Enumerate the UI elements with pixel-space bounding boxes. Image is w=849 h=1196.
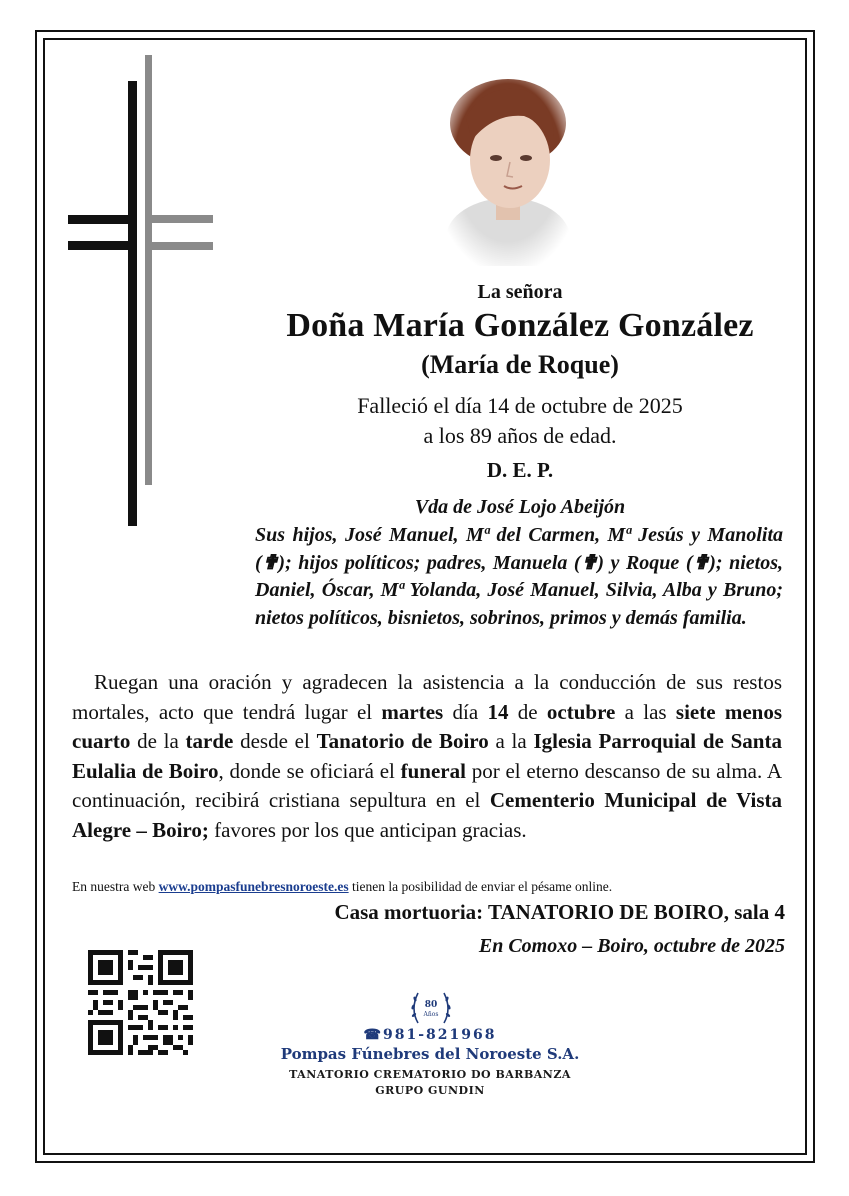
title-line: La señora [477, 281, 563, 303]
company-phone: ☎981-821968 [363, 1027, 497, 1043]
death-date: Falleció el día 14 de octubre de 2025 [357, 393, 683, 418]
ceremony-text: Ruegan una oración y agradecen la asistencia a la conducción de sus restos mortales, acto que tendrá lugar el martes día 14 de octubre a las siete menos cuarto de la tarde desde el Tanatorio de Boiro a la Iglesia Parroquial de Santa Eulalia de Boiro, donde se oficiará el funeral por el eterno descanso de su alma. A continuación, recibirá cristiana sepultura en el Cementerio Municipal de Vista Alegre – Boiro; favores por los que anticipan gracias. [72, 670, 783, 842]
anniversary-laurel-icon [408, 985, 454, 1031]
portrait-photo [444, 78, 572, 266]
website-link[interactable]: www.pompasfunebresnoroeste.es [158, 879, 349, 894]
age-line: a los 89 años de edad. [423, 423, 617, 448]
deceased-name: Doña María González González [286, 307, 754, 344]
badge-text: Años [423, 1011, 439, 1018]
casa-mortuoria: Casa mortuoria: TANATORIO DE BOIRO, sala 4 [334, 900, 785, 924]
badge-number: 80 [424, 1000, 438, 1010]
deceased-alias: (María de Roque) [421, 350, 619, 379]
company-group: GRUPO GUNDIN [375, 1084, 485, 1097]
family-list: Sus hijos, José Manuel, Mª del Carmen, Mª Jesús y Manolita (✟); hijos políticos; padres, Manuela (✟) y Roque (✟); nietos, Daniel, Óscar, Mª Yolanda, José Manuel, Silvia, Alba y Bruno; nietos políticos, bisnietos, sobrinos, primos y demás familia. [255, 524, 783, 629]
place-date: En Comoxo – Boiro, octubre de 2025 [478, 935, 785, 957]
web-note: En nuestra web www.pompasfunebresnoroeste.es tienen la posibilidad de enviar el pésame online. [72, 879, 613, 894]
qr-code-icon[interactable] [88, 950, 193, 1055]
cross-icon [68, 55, 218, 530]
company-tanatorio: TANATORIO CREMATORIO DO BARBANZA [289, 1068, 571, 1081]
company-name: Pompas Fúnebres del Noroeste S.A. [280, 1045, 580, 1063]
rip-text: D. E. P. [486, 458, 554, 482]
widow-of: Vda de José Lojo Abeijón [414, 496, 626, 518]
